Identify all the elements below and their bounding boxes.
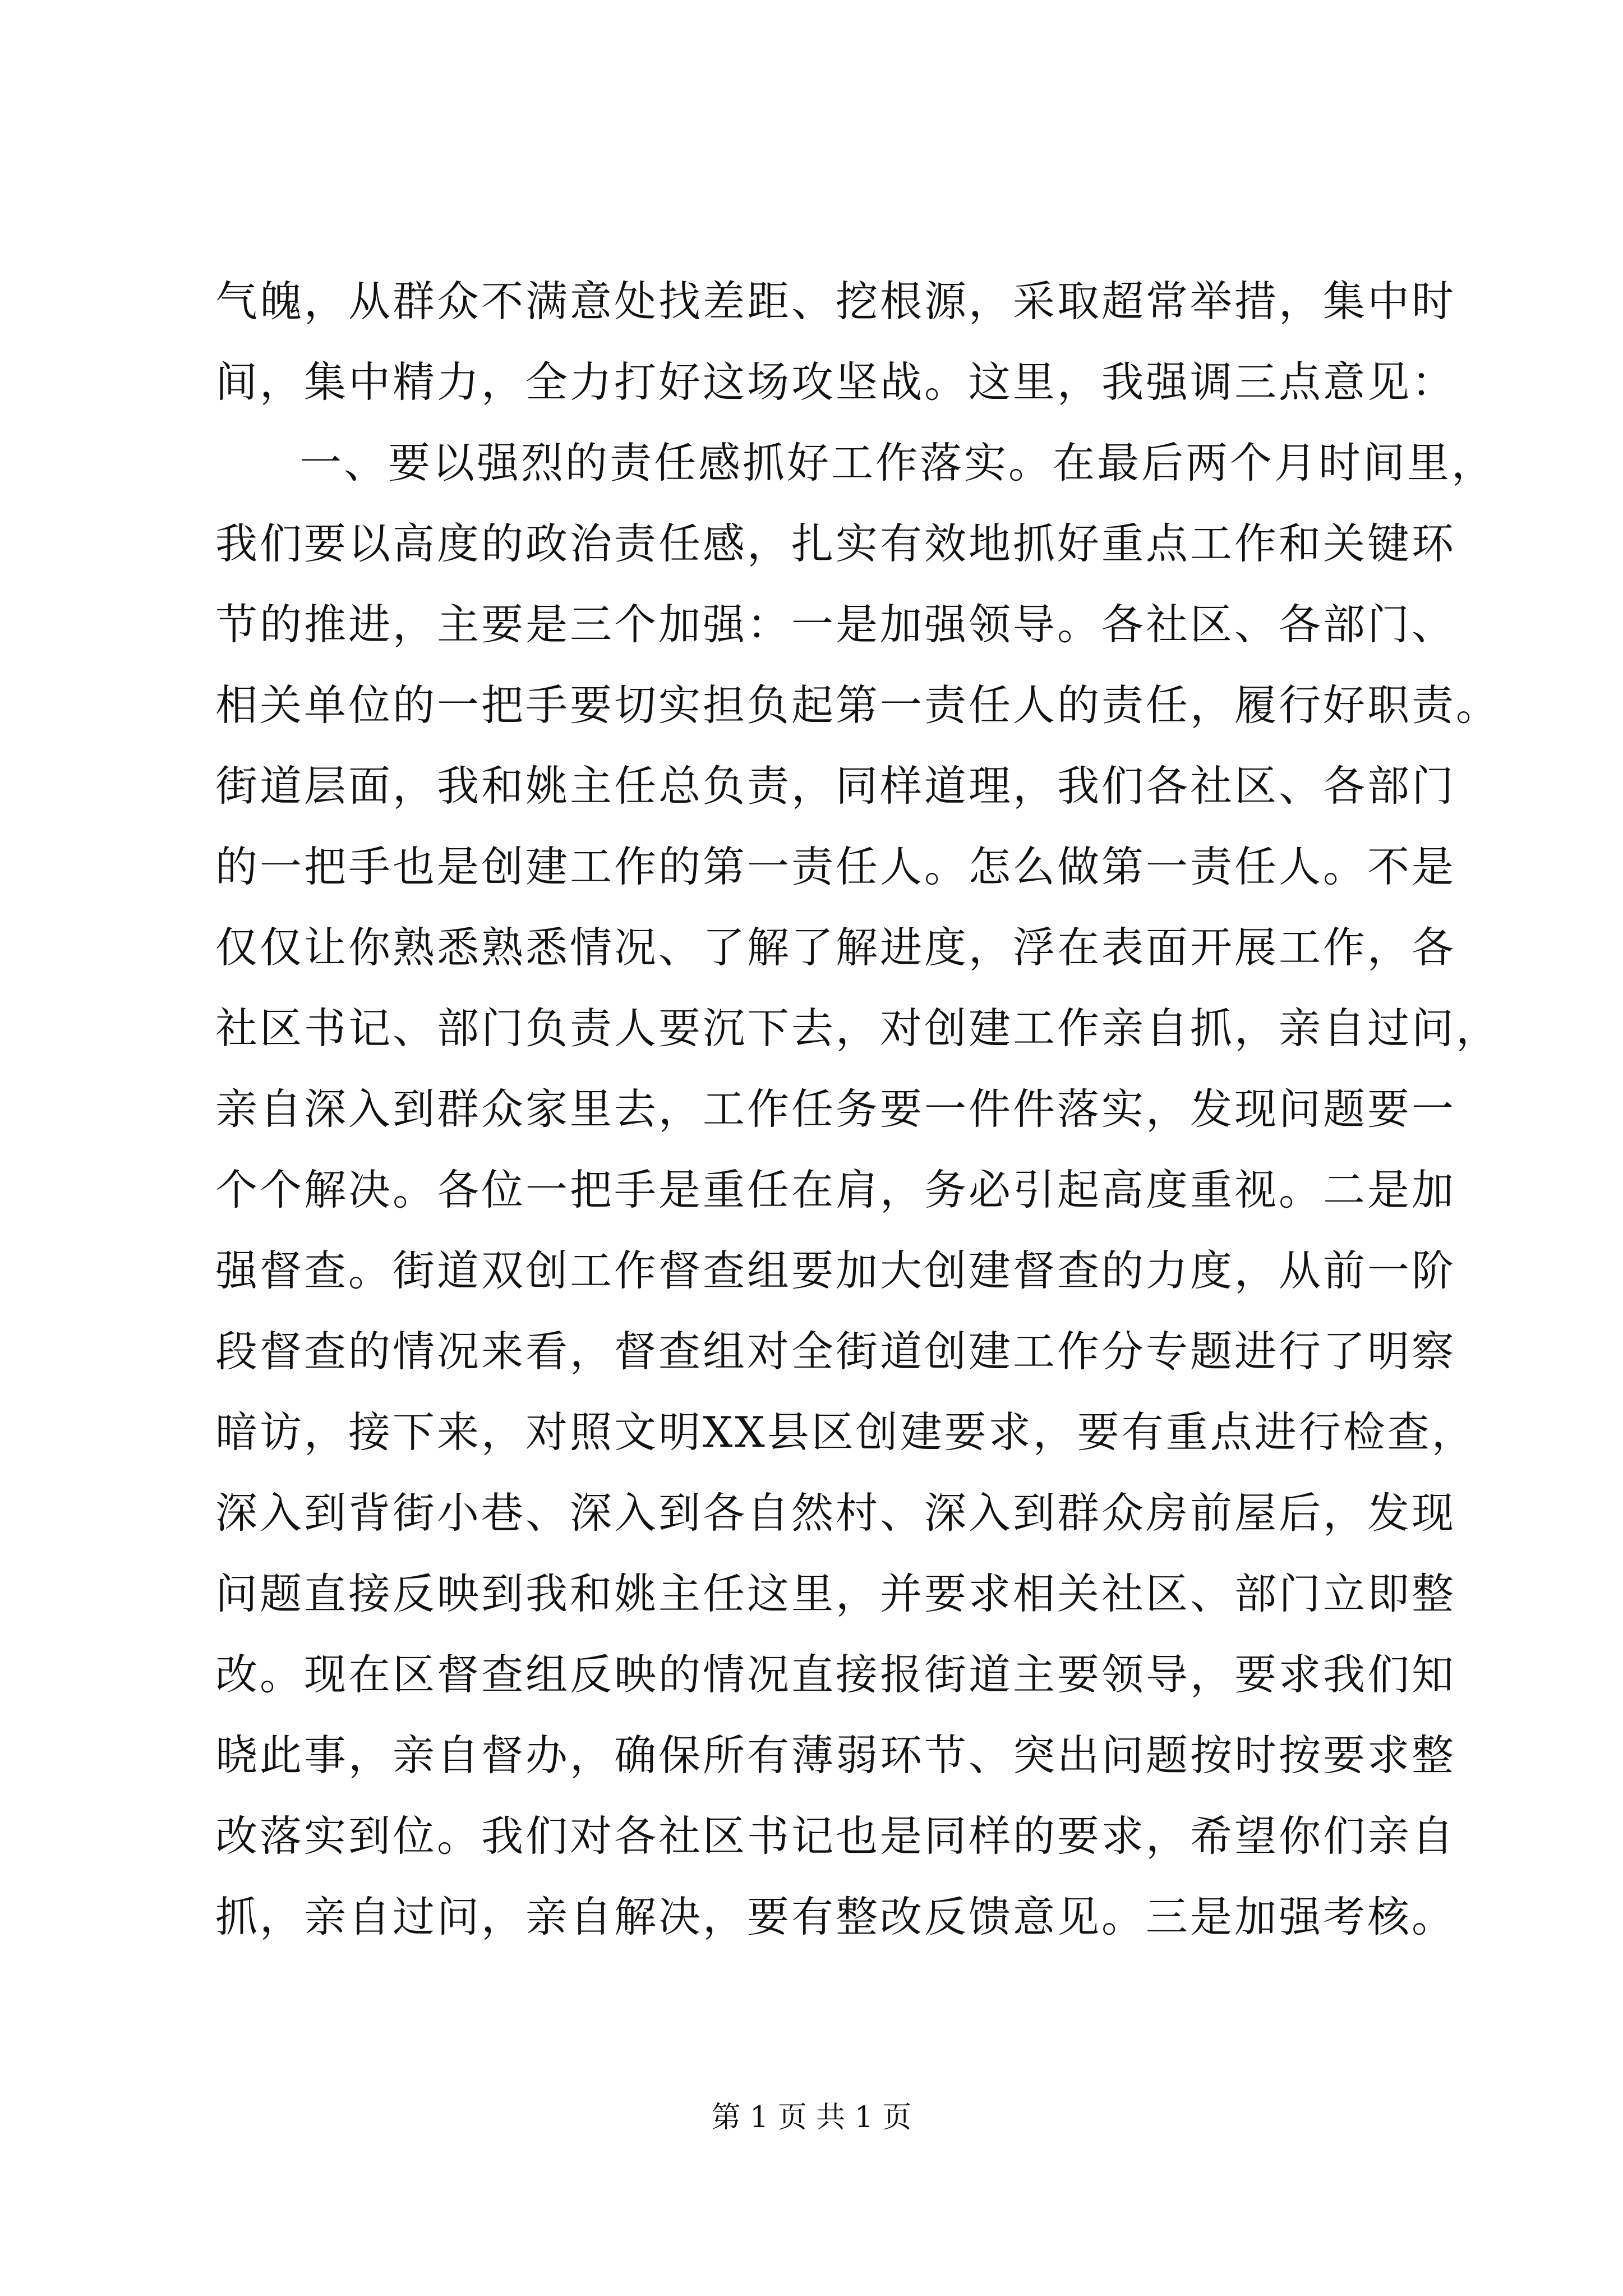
text-line: 间，集中精力，全力打好这场攻坚战。这里，我强调三点意见：: [215, 357, 1456, 407]
text-line: 街道层面，我和姚主任总负责，同样道理，我们各社区、各部门: [215, 761, 1456, 811]
text-line: 深入到背街小巷、深入到各自然村、深入到群众房前屋后，发现: [215, 1488, 1456, 1538]
text-line: 段督查的情况来看，督查组对全街道创建工作分专题进行了明察: [215, 1327, 1456, 1376]
text-line: 相关单位的一把手要切实担负起第一责任人的责任，履行好职责。: [215, 680, 1501, 730]
text-line: 个个解决。各位一把手是重任在肩，务必引起高度重视。二是加: [215, 1165, 1456, 1214]
text-line: 气魄，从群众不满意处找差距、挖根源，采取超常举措，集中时: [215, 277, 1456, 326]
section-heading-line: 一、要以强烈的责任感抓好工作落实。在最后两个月时间里，: [299, 438, 1496, 487]
text-line: 仅仅让你熟悉熟悉情况、了解了解进度，浮在表面开展工作，各: [215, 923, 1456, 972]
text-line: 暗访，接下来，对照文明XX县区创建要求，要有重点进行检查，: [215, 1407, 1476, 1457]
text-line: 改落实到位。我们对各社区书记也是同样的要求，希望你们亲自: [215, 1811, 1456, 1861]
text-line: 抓，亲自过问，亲自解决，要有整改反馈意见。三是加强考核。: [215, 1892, 1456, 1941]
text-line: 改。现在区督查组反映的情况直接报街道主要领导，要求我们知: [215, 1650, 1456, 1699]
text-line: 问题直接反映到我和姚主任这里，并要求相关社区、部门立即整: [215, 1569, 1456, 1618]
text-line: 社区书记、部门负责人要沉下去，对创建工作亲自抓，亲自过问，: [215, 1004, 1501, 1053]
text-line: 强督查。街道双创工作督查组要加大创建督查的力度，从前一阶: [215, 1246, 1456, 1295]
page-footer: [0, 2098, 1623, 2137]
page-number-label: 第 1 页 共 1 页: [711, 2101, 912, 2134]
document-body: [215, 261, 1501, 1957]
text-line: 晓此事，亲自督办，确保所有薄弱环节、突出问题按时按要求整: [215, 1731, 1456, 1780]
text-line: 节的推进，主要是三个加强：一是加强领导。各社区、各部门、: [215, 600, 1456, 649]
text-line: 我们要以高度的政治责任感，扎实有效地抓好重点工作和关键环: [215, 519, 1456, 568]
text-line: 亲自深入到群众家里去，工作任务要一件件落实，发现问题要一: [215, 1084, 1456, 1134]
text-line: 的一把手也是创建工作的第一责任人。怎么做第一责任人。不是: [215, 842, 1456, 891]
